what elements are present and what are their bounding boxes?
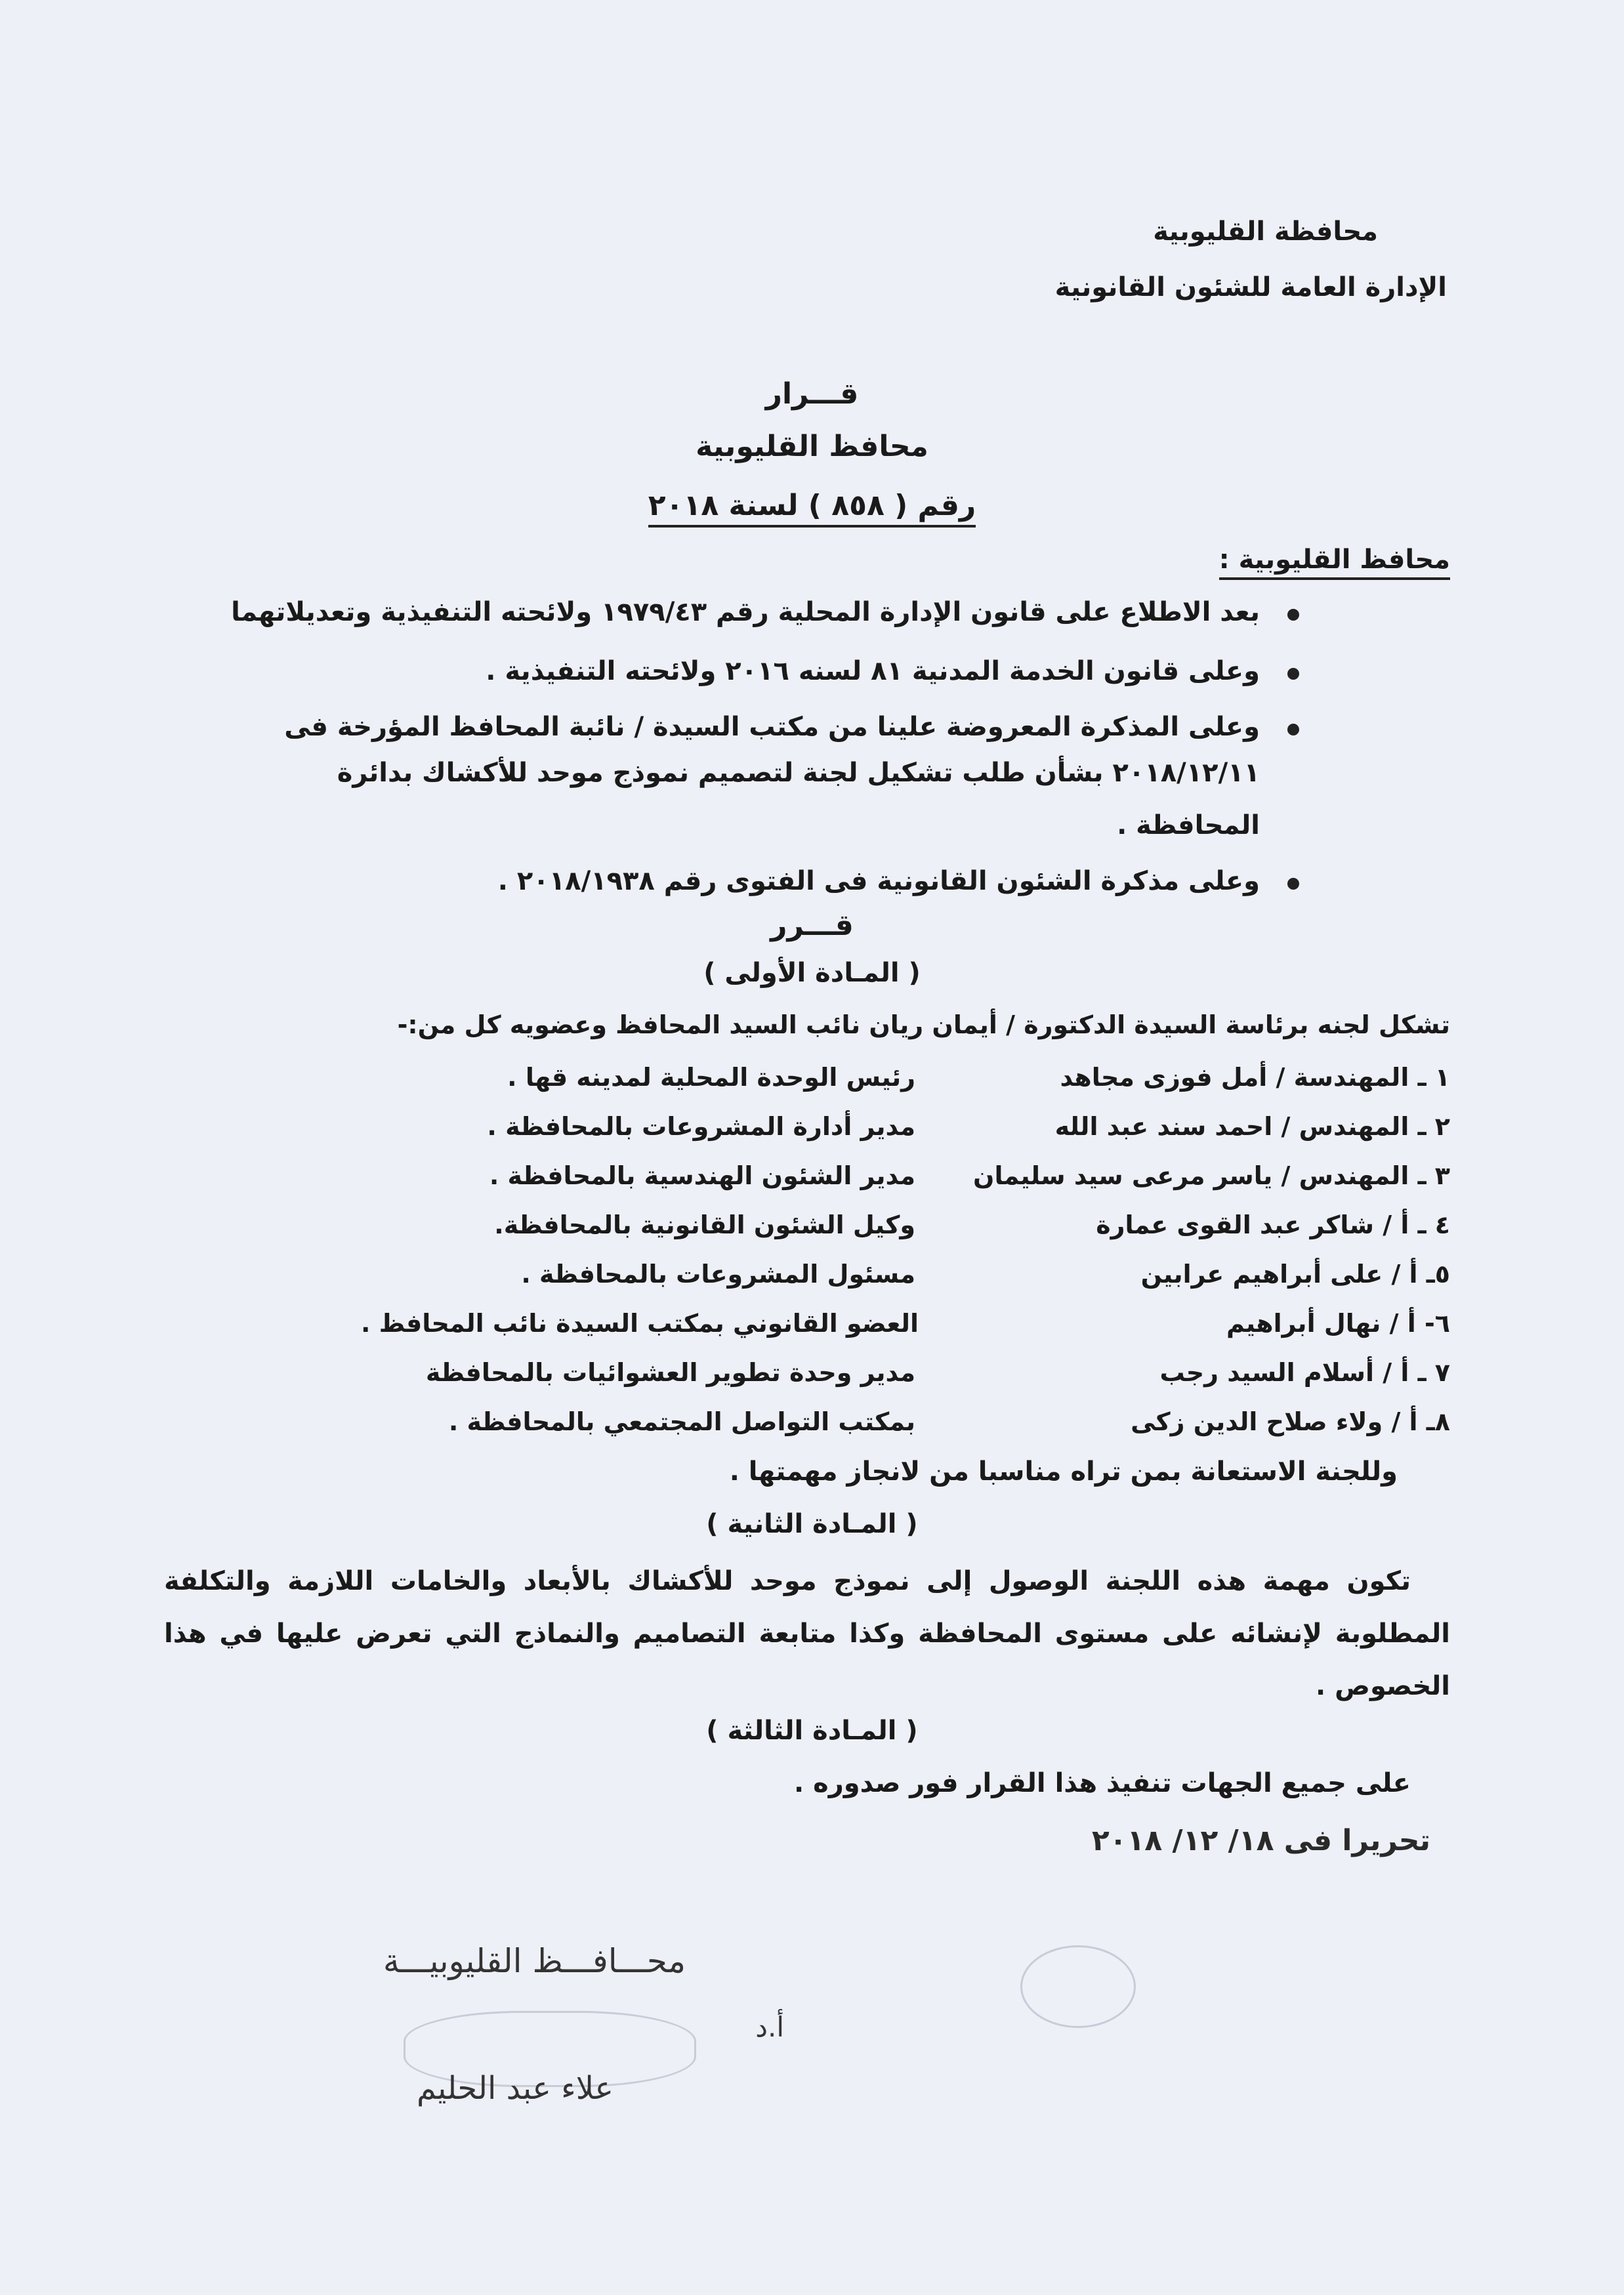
decree-issuer: محافظ القليوبية bbox=[696, 430, 928, 463]
preamble-item-text: بعد الاطلاع على قانون الإدارة المحلية رقم ١٩٧٩/٤٣ ولائحته التنفيذية وتعديلاتهما bbox=[231, 597, 1260, 627]
preamble-item bbox=[486, 656, 1260, 686]
member-name: ٨ـ أ / ولاء صلاح الدين زكى bbox=[1131, 1407, 1450, 1436]
stamp-mark bbox=[1020, 1945, 1136, 2028]
bullet-icon bbox=[1287, 668, 1299, 680]
member-role: مسئول المشروعات بالمحافظة . bbox=[521, 1260, 915, 1289]
member-role: بمكتب التواصل المجتمعي بالمحافظة . bbox=[448, 1407, 915, 1436]
signatory-name: علاء عبد الحليم bbox=[417, 2070, 614, 2107]
member-role: رئيس الوحدة المحلية لمدينه قها . bbox=[507, 1063, 915, 1092]
member-role: مدير الشئون الهندسية بالمحافظة . bbox=[489, 1161, 915, 1190]
preamble-item-text: وعلى المذكرة المعروضة علينا من مكتب السيدة / نائبة المحافظ المؤرخة فى bbox=[284, 712, 1260, 742]
preamble-item-continuation bbox=[1117, 810, 1260, 840]
decree-number-text: رقم ( ٨٥٨ ) لسنة ٢٠١٨ bbox=[648, 489, 976, 527]
member-name: ٣ ـ المهندس / ياسر مرعى سيد سليمان bbox=[973, 1161, 1450, 1190]
signature-title: محـــافـــظ القليوبيـــة bbox=[383, 1942, 686, 1980]
preamble-heading bbox=[1219, 545, 1450, 575]
member-name: ٥ـ أ / على أبراهيم عرابين bbox=[1140, 1260, 1450, 1289]
bullet-icon bbox=[1287, 724, 1299, 735]
preamble-item-continuation bbox=[337, 758, 1260, 788]
issue-date: تحريرا فى ١٨/ ١٢/ ٢٠١٨ bbox=[1091, 1824, 1430, 1857]
preamble-heading-text: محافظ القليوبية : bbox=[1219, 545, 1450, 580]
member-role: مدير أدارة المشروعات بالمحافظة . bbox=[487, 1112, 915, 1141]
article2-title: ( المـادة الثانية ) bbox=[706, 1509, 918, 1539]
preamble-item bbox=[284, 712, 1260, 742]
decree-title: قـــرار bbox=[765, 377, 859, 411]
article2-text: تكون مهمة هذه اللجنة الوصول إلى نموذج موحد للأكشاك بالأبعاد والخامات اللازمة والتكلفة المطلوبة لإنشائه على مستوى المحافظة وكذا متابعة التصاميم والنماذج التي تعرض عليها في هذا الخصوص . bbox=[164, 1566, 1450, 1701]
article1-closing: وللجنة الاستعانة بمن تراه مناسبا من لانجاز مهمتها . bbox=[729, 1457, 1398, 1487]
preamble-item bbox=[498, 866, 1260, 896]
article1-intro: تشكل لجنه برئاسة السيدة الدكتورة / أيمان ريان نائب السيد المحافظ وعضويه كل من:- bbox=[397, 1010, 1450, 1039]
legal-department-name: الإدارة العامة للشئون القانونية bbox=[1054, 272, 1447, 302]
preamble-item-text: وعلى مذكرة الشئون القانونية فى الفتوى رقم ٢٠١٨/١٩٣٨ . bbox=[497, 866, 1260, 896]
member-role: مدير وحدة تطوير العشوائيات بالمحافظة bbox=[425, 1358, 915, 1387]
bullet-icon bbox=[1287, 609, 1299, 621]
member-name: ٧ ـ أ / أسلام السيد رجب bbox=[1159, 1358, 1450, 1387]
bullet-icon bbox=[1287, 878, 1299, 890]
member-name: ٢ ـ المهندس / احمد سند عبد الله bbox=[1054, 1112, 1450, 1141]
preamble-item-text: ٢٠١٨/١٢/١١ بشأن طلب تشكيل لجنة لتصميم نموذج موحد للأكشاك بدائرة bbox=[337, 758, 1260, 788]
article1-title: ( المـادة الأولى ) bbox=[703, 958, 921, 988]
governorate-name: محافظة القليوبية bbox=[1153, 217, 1378, 247]
article3-title: ( المـادة الثالثة ) bbox=[706, 1716, 918, 1746]
member-role: وكيل الشئون القانونية بالمحافظة. bbox=[494, 1210, 915, 1239]
decree-number bbox=[0, 489, 1624, 522]
member-name: ٦- أ / نهال أبراهيم bbox=[1226, 1309, 1450, 1338]
resolution-heading: قـــرر bbox=[770, 909, 854, 942]
member-name: ٤ ـ أ / شاكر عبد القوى عمارة bbox=[1096, 1210, 1450, 1239]
member-role: العضو القانوني بمكتب السيدة نائب المحافظ . bbox=[360, 1309, 919, 1338]
preamble-item-text: المحافظة . bbox=[1117, 810, 1260, 840]
article3-text: على جميع الجهات تنفيذ هذا القرار فور صدوره . bbox=[793, 1768, 1411, 1798]
member-name: ١ ـ المهندسة / أمل فوزى مجاهد bbox=[1060, 1063, 1450, 1092]
preamble-item bbox=[231, 597, 1260, 627]
preamble-item-text: وعلى قانون الخدمة المدنية ٨١ لسنه ٢٠١٦ ولائحته التنفيذية . bbox=[486, 656, 1260, 686]
signature-prefix: أ.د bbox=[755, 2011, 784, 2043]
